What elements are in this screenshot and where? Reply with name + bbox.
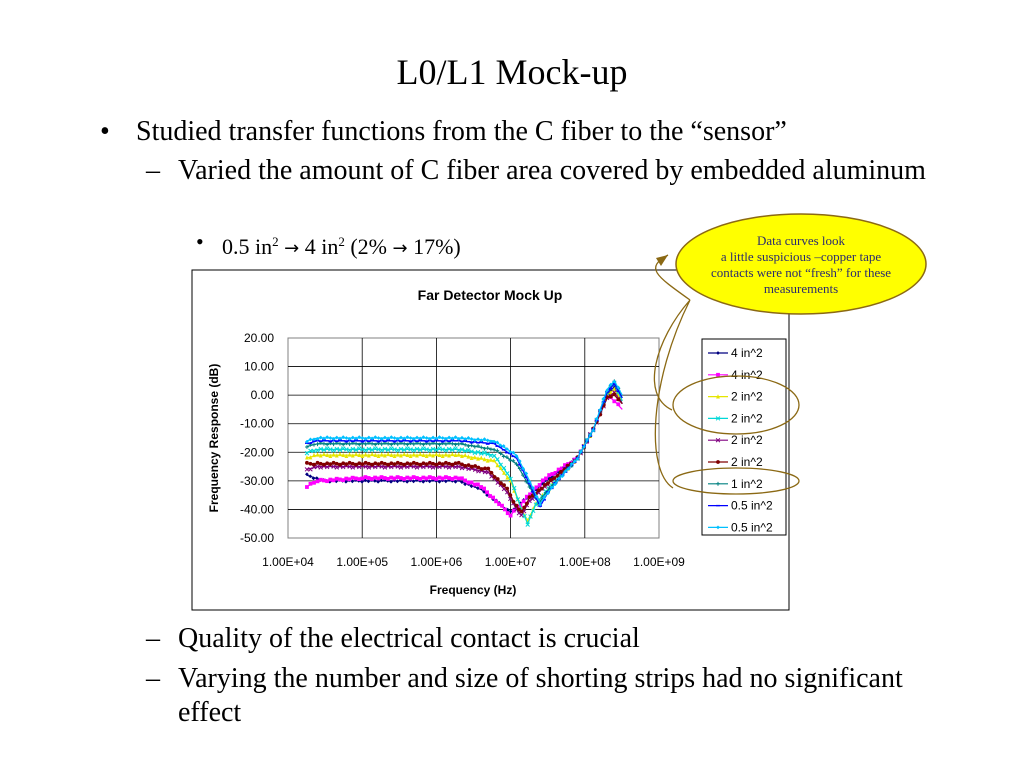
data-point bbox=[609, 395, 613, 399]
data-point bbox=[316, 461, 320, 465]
data-point bbox=[460, 462, 464, 466]
data-point bbox=[325, 461, 329, 465]
data-point bbox=[457, 461, 461, 465]
data-point bbox=[364, 461, 368, 465]
percent-min: (2% bbox=[350, 234, 387, 259]
legend-label: 2 in^2 bbox=[731, 455, 763, 469]
data-point bbox=[716, 460, 720, 464]
x-tick-label: 1.00E+08 bbox=[558, 555, 611, 569]
arrow-right-icon: → bbox=[392, 238, 408, 259]
data-point bbox=[431, 462, 435, 466]
data-point bbox=[505, 487, 509, 491]
data-point bbox=[500, 504, 504, 508]
data-point bbox=[412, 461, 416, 465]
data-point bbox=[490, 471, 494, 475]
legend-label: 0.5 in^2 bbox=[731, 520, 773, 535]
data-point bbox=[438, 461, 442, 465]
data-point bbox=[493, 475, 497, 479]
superscript: 2 bbox=[272, 234, 279, 249]
data-point bbox=[502, 483, 506, 487]
legend-label: 4 in^2 bbox=[731, 367, 763, 382]
data-point bbox=[309, 482, 313, 486]
percent-max: 17%) bbox=[413, 234, 461, 259]
legend-label: 1 in^2 bbox=[731, 476, 763, 491]
data-point bbox=[444, 461, 448, 465]
legend-label: 0.5 in^2 bbox=[731, 498, 773, 513]
data-point bbox=[716, 373, 720, 377]
legend-label: 4 in^2 bbox=[731, 346, 763, 360]
data-point bbox=[485, 490, 489, 494]
x-tick-label: 1.00E+06 bbox=[410, 555, 463, 569]
data-point bbox=[319, 462, 323, 466]
sub-bullet-text: Quality of the electrical contact is crucial bbox=[178, 623, 640, 654]
data-point bbox=[367, 462, 371, 466]
data-point bbox=[616, 402, 620, 406]
data-point bbox=[357, 461, 361, 465]
callout-line: Data curves look bbox=[756, 233, 846, 248]
area-min: 0.5 in bbox=[222, 234, 273, 259]
data-point bbox=[335, 462, 339, 466]
data-point bbox=[522, 499, 526, 503]
data-point bbox=[305, 485, 309, 489]
arrow-right-icon: → bbox=[284, 238, 300, 259]
x-tick-label: 1.00E+05 bbox=[336, 555, 389, 569]
bullet-glyph: • bbox=[196, 229, 204, 254]
data-point bbox=[552, 476, 556, 480]
data-point bbox=[483, 466, 487, 470]
data-point bbox=[405, 461, 409, 465]
data-point bbox=[503, 508, 507, 512]
data-point bbox=[491, 496, 495, 500]
x-axis-label: Frequency (Hz) bbox=[429, 583, 517, 597]
data-point bbox=[473, 464, 477, 468]
y-tick-label: -10.00 bbox=[239, 416, 274, 431]
x-tick-label: 1.00E+07 bbox=[484, 555, 537, 569]
bullet-text: Studied transfer functions from the C fiber to the “sensor” bbox=[136, 116, 787, 147]
y-tick-label: 10.00 bbox=[243, 359, 274, 374]
data-point bbox=[305, 461, 309, 465]
data-point bbox=[538, 483, 542, 487]
data-point bbox=[415, 462, 419, 466]
data-point bbox=[540, 487, 544, 491]
slide-title: L0/L1 Mock-up bbox=[396, 52, 628, 92]
chart-title: Far Detector Mock Up bbox=[417, 287, 563, 303]
arrowhead-icon bbox=[656, 255, 668, 266]
data-point bbox=[522, 506, 526, 510]
data-point bbox=[428, 461, 432, 465]
data-point bbox=[509, 514, 513, 518]
data-point bbox=[549, 478, 553, 482]
y-tick-label: -50.00 bbox=[239, 531, 274, 545]
data-point bbox=[525, 502, 529, 506]
data-point bbox=[486, 467, 490, 471]
data-point bbox=[546, 481, 550, 485]
data-point bbox=[312, 463, 316, 467]
data-point bbox=[515, 504, 519, 508]
y-tick-label: -20.00 bbox=[239, 445, 274, 460]
data-point bbox=[348, 461, 352, 465]
data-point bbox=[612, 392, 616, 396]
data-point bbox=[616, 398, 620, 402]
dash-glyph: – bbox=[146, 155, 160, 186]
data-point bbox=[496, 477, 500, 481]
data-point bbox=[341, 461, 345, 465]
bullet-glyph: • bbox=[100, 116, 110, 147]
callout-line: contacts were not “fresh” for these bbox=[710, 265, 892, 280]
data-point bbox=[508, 493, 512, 497]
data-point bbox=[559, 470, 563, 474]
callout-line: measurements bbox=[763, 281, 839, 296]
data-point bbox=[312, 481, 316, 485]
data-point bbox=[309, 462, 313, 466]
data-point bbox=[470, 465, 474, 469]
data-point bbox=[396, 461, 400, 465]
legend-label: 2 in^2 bbox=[731, 411, 763, 426]
data-point bbox=[332, 461, 336, 465]
data-point bbox=[422, 461, 426, 465]
data-point bbox=[380, 461, 384, 465]
data-point bbox=[480, 467, 484, 471]
x-tick-label: 1.00E+09 bbox=[633, 555, 685, 569]
x-tick-label: 1.00E+04 bbox=[262, 555, 314, 569]
sub-bullet-text: Varied the amount of C fiber area covered by embedded aluminum bbox=[178, 155, 926, 186]
dash-glyph: – bbox=[146, 623, 160, 654]
data-point bbox=[447, 462, 451, 466]
data-point bbox=[373, 461, 377, 465]
area-max: 4 in bbox=[304, 234, 339, 259]
sub-bullet-text: Varying the number and size of shorting strips had no significant effect bbox=[178, 663, 903, 728]
y-axis-label: Frequency Response (dB) bbox=[207, 363, 221, 513]
data-point bbox=[399, 462, 403, 466]
data-point bbox=[351, 462, 355, 466]
data-point bbox=[544, 477, 548, 481]
y-tick-label: 20.00 bbox=[243, 331, 274, 345]
data-point bbox=[383, 462, 387, 466]
callout-line: a little suspicious –copper tape bbox=[720, 249, 882, 264]
y-tick-label: -30.00 bbox=[239, 473, 274, 488]
data-point bbox=[499, 481, 503, 485]
y-tick-label: -40.00 bbox=[239, 502, 274, 517]
data-point bbox=[389, 461, 393, 465]
callout bbox=[676, 215, 926, 315]
data-point bbox=[511, 500, 515, 504]
dash-glyph: – bbox=[146, 663, 160, 694]
data-point bbox=[463, 464, 467, 468]
data-point bbox=[520, 509, 524, 513]
data-point bbox=[477, 466, 481, 470]
y-tick-label: 0.00 bbox=[250, 388, 274, 403]
legend-label: 2 in^2 bbox=[731, 433, 763, 448]
callout-text bbox=[683, 233, 919, 297]
data-point bbox=[482, 487, 486, 491]
data-point bbox=[612, 399, 616, 403]
superscript: 2 bbox=[338, 234, 345, 249]
data-point bbox=[467, 463, 471, 467]
legend-label: 2 in^2 bbox=[731, 389, 763, 404]
data-point bbox=[454, 461, 458, 465]
